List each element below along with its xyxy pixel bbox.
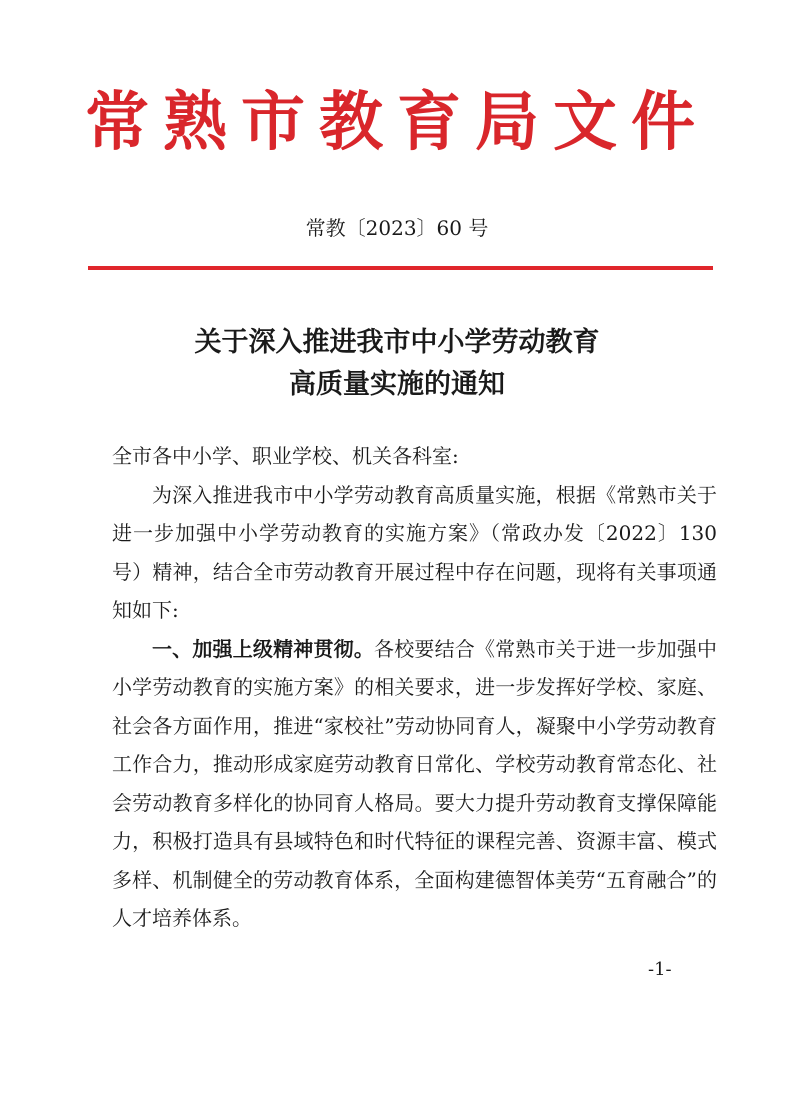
red-divider-line — [88, 266, 713, 270]
salutation: 全市各中小学、职业学校、机关各科室: — [112, 444, 459, 468]
document-number: 常教〔2023〕60 号 — [305, 216, 489, 240]
section-1-paragraph — [112, 630, 717, 938]
notice-title — [0, 322, 794, 406]
document-header-title: 常熟市教育局文件 — [85, 85, 709, 160]
section-1-heading: 一、加强上级精神贯彻。 — [152, 636, 375, 661]
document-body — [112, 437, 717, 938]
section-1-text: 各校要结合《常熟市关于进一步加强中小学劳动教育的实施方案》的相关要求，进一步发挥好学校、家庭、社会各方面作用，推进“家校社”劳动协同育人，凝聚中小学劳动教育工作合力，推动形成家庭劳动教育日常化、学校劳动教育常态化、社会劳动教育多样化的协同育人格局。要大力提升劳动教育支撑保障能力，积极打造具有县域特色和时代特征的课程完善、资源丰富、模式多样、机制健全的劳动教育体系，全面构建德智体美劳“五育融合”的人才培养体系。 — [112, 636, 718, 930]
intro-paragraph: 为深入推进我市中小学劳动教育高质量实施，根据《常熟市关于进一步加强中小学劳动教育的实施方案》（常政办发〔2022〕130 号）精神，结合全市劳动教育开展过程中存在问题，现将有关事项通知如下: — [112, 482, 717, 622]
notice-title-line-2: 高质量实施的通知 — [289, 369, 505, 400]
page-number: -1- — [648, 959, 672, 980]
notice-title-line-1: 关于深入推进我市中小学劳动教育 — [194, 327, 600, 358]
